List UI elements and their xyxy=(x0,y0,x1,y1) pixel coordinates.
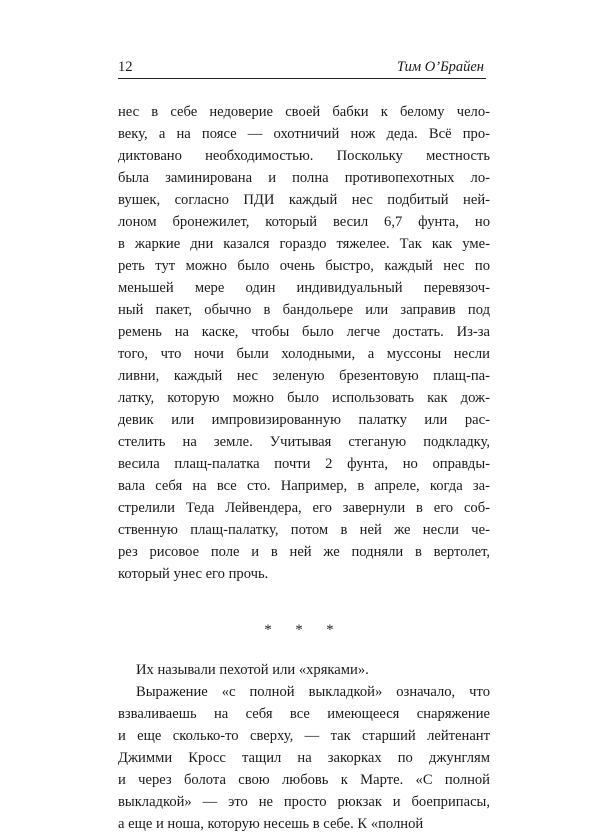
text-line: диктовано необходимостью. Поскольку местность xyxy=(118,148,490,164)
text-line: в жаркие дни казался гораздо тяжелее. Так как уме- xyxy=(118,236,490,252)
section-separator: * * * xyxy=(264,621,344,638)
text-line: стрелили Теда Лейвендера, его завернули в его соб- xyxy=(118,500,490,516)
paragraph xyxy=(118,659,490,681)
text-line: была заминирована и полна противопехотных ло- xyxy=(118,170,490,186)
text-line: нес в себе недоверие своей бабки к белому чело- xyxy=(118,104,490,120)
text-line: стелить на земле. Учитывая стеганую подкладку, xyxy=(118,434,490,450)
text-line: ремень на каске, чтобы было легче достать. Из-за xyxy=(118,324,490,340)
text-line: рез рисовое поле и в ней же подняли в вертолет, xyxy=(118,544,490,560)
text-line: Выражение «с полной выкладкой» означало, что xyxy=(136,684,490,700)
text-line: веку, а на поясе — охотничий нож деда. Всё про- xyxy=(118,126,490,142)
text-line: который унес его прочь. xyxy=(118,566,269,582)
text-line: весила плащ-палатка почти 2 фунта, но оправды- xyxy=(118,456,490,472)
paragraph xyxy=(118,101,490,585)
text-line: того, что ночи были холодными, а муссоны несли xyxy=(118,346,490,362)
text-line: ный пакет, обычно в бандольере или заправив под xyxy=(118,302,490,318)
text-line: вала себя на все сто. Например, в апреле, когда за- xyxy=(118,478,490,494)
paragraph xyxy=(118,681,490,835)
text-line: реть тут можно было очень быстро, каждый нес по xyxy=(118,258,490,274)
running-head xyxy=(118,56,486,79)
page-number: 12 xyxy=(118,59,133,75)
text-line: взваливаешь на себя все имеющееся снаряжение xyxy=(118,706,490,722)
text-line: ливни, каждый нес зеленую брезентовую плащ-па- xyxy=(118,368,490,384)
text-line: Их называли пехотой или «хряками». xyxy=(136,662,369,678)
text-line: девик или импровизированную палатку или рас- xyxy=(118,412,490,428)
text-line: меньшей мере один индивидуальный перевязоч- xyxy=(118,280,490,296)
text-line: и еще сколько-то сверху, — так старший лейтенант xyxy=(118,728,490,744)
text-block xyxy=(118,101,490,835)
text-line: вушек, согласно ПДИ каждый нес подбитый ней- xyxy=(118,192,490,208)
text-line: лоном бронежилет, который весил 6,7 фунта, но xyxy=(118,214,490,230)
text-line: и через болота свою любовь к Марте. «С полной xyxy=(118,772,490,788)
text-line: а еще и ноша, которую несешь в себе. К «полной xyxy=(118,816,424,832)
text-line: латку, которую можно было использовать как дож- xyxy=(118,390,490,406)
running-title: Тим О’Брайен xyxy=(396,59,484,75)
text-line: Джимми Кросс тащил на закорках по джунглям xyxy=(118,750,490,766)
text-line: выкладкой» — это не просто рюкзак и боеприпасы, xyxy=(118,794,490,810)
text-line: ственную плащ-палатку, потом в ней же несли че- xyxy=(118,522,490,538)
